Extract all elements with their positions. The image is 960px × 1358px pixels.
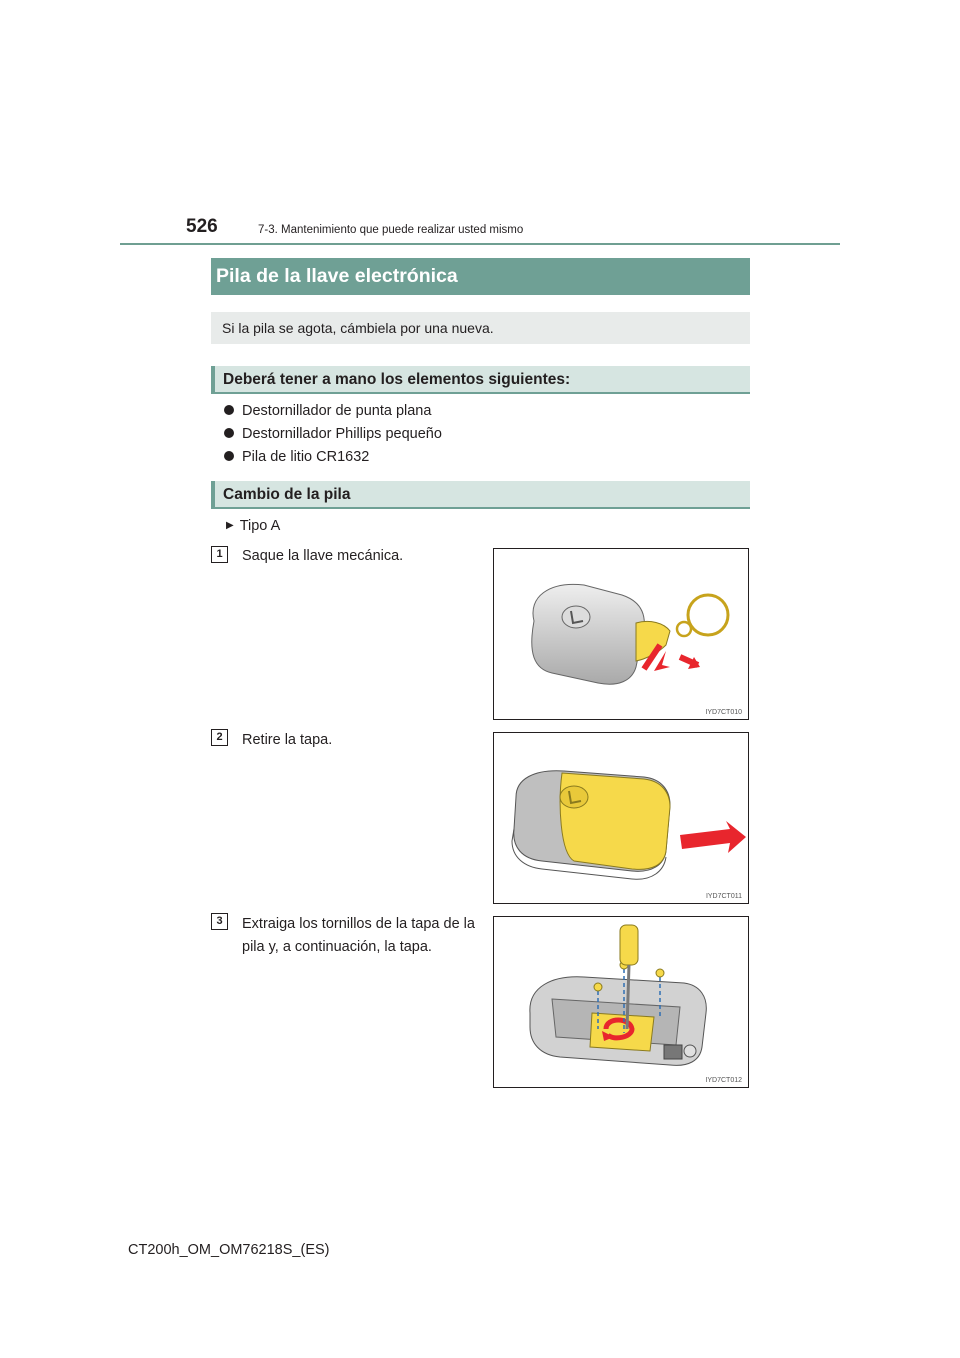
change-heading: Cambio de la pila: [211, 481, 750, 509]
triangle-right-icon: ▶: [226, 520, 234, 531]
bullet-icon: [224, 405, 234, 415]
figure-code: IYD7CT012: [705, 1077, 742, 1084]
header-rule: [120, 243, 840, 245]
list-item: Pila de litio CR1632: [224, 449, 369, 465]
figure-code: IYD7CT010: [705, 709, 742, 716]
step-text-1: Saque la llave mecánica.: [242, 548, 404, 564]
key-cover-illustration: [494, 733, 749, 904]
step-number-2: 2: [211, 729, 228, 746]
items-heading: Deberá tener a mano los elementos siguientes:: [211, 366, 750, 394]
step-number-3: 3: [211, 913, 228, 930]
figure-remove-cover: [493, 732, 749, 904]
bullet-icon: [224, 428, 234, 438]
figure-code: IYD7CT011: [705, 893, 742, 900]
step-number-1: 1: [211, 546, 228, 563]
bullet-icon: [224, 451, 234, 461]
step-text-2: Retire la tapa.: [242, 732, 333, 748]
figure-remove-mechanical-key: [493, 548, 749, 720]
page-title: Pila de la llave electrónica: [211, 258, 750, 295]
type-label: ▶ Tipo A: [226, 518, 281, 534]
screwdriver-illustration: [494, 917, 749, 1088]
list-item: Destornillador Phillips pequeño: [224, 426, 442, 442]
list-item: Destornillador de punta plana: [224, 403, 431, 419]
step-text-3: Extraiga los tornillos de la tapa de la pila y, a continuación, la tapa.: [242, 916, 475, 955]
intro-note: Si la pila se agota, cámbiela por una nueva.: [211, 312, 750, 344]
page-number: 526: [186, 216, 218, 237]
figure-remove-screws: [493, 916, 749, 1088]
key-fob-illustration: [494, 549, 749, 720]
document-code: CT200h_OM_OM76218S_(ES): [128, 1242, 330, 1258]
section-title: 7-3. Mantenimiento que puede realizar usted mismo: [258, 224, 524, 236]
